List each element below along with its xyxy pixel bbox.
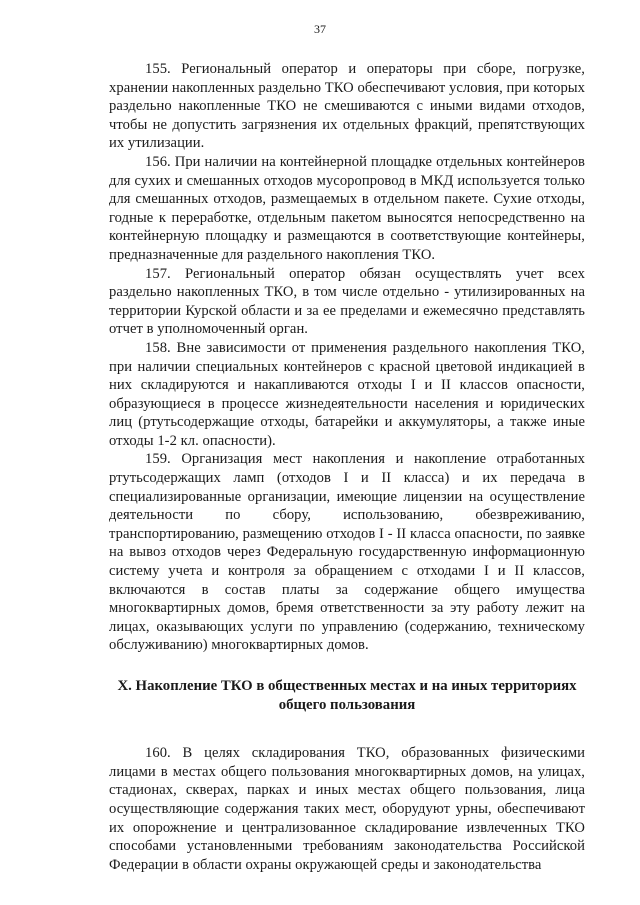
section-heading-line-2: общего пользования: [278, 696, 416, 713]
document-body: [109, 60, 585, 874]
section-heading: [109, 677, 585, 714]
paragraph-155: 155. Региональный оператор и операторы при сборе, погрузке, хранении накопленных раздельно ТКО обеспечивают условия, при которых раздельно накопленные ТКО не смешиваются с иными видами отходов, чтобы не допустить загрязнения их отдельных фракций, препятствующих их утилизации.: [109, 61, 585, 152]
paragraph-159: 159. Организация мест накопления и накопление отработанных ртутьсодержащих ламп (отходов I и II класса) и их передача в специализированные организации, имеющие лицензии на осуществление деятельности по сбору, использованию, обезвреживанию, транспортированию, размещению отходов I - II класса опасности, по заявке на вывоз отходов через Федеральную государственную информационную систему учета и контроля за обращением с отходами I и II классов, включаются в состав платы за содержание общего имущества многоквартирных домов, бремя ответственности за эту работу лежит на лицах, оказывающих услуги по управлению (содержанию, техническому обслуживанию) многоквартирных домов.: [109, 451, 585, 654]
paragraph-160: 160. В целях складирования ТКО, образованных физическими лицами в местах общего пользования многоквартирных домов, на улицах, стадионах, скверах, парках и иных местах общего пользования, лица осуществляющие содержания таких мест, оборудуют урны, обеспечивают их опорожнение и централизованное складирование извлеченных ТКО способами установленными требованиям законодательства Российской Федерации в области охраны окружающей среды и законодательства: [109, 745, 585, 873]
page-number: 37: [314, 22, 326, 36]
paragraph-158: 158. Вне зависимости от применения раздельного накопления ТКО, при наличии специальных контейнеров с красной цветовой индикацией в них складируются и накапливаются отходы I и II классов опасности, образующиеся в процессе жизнедеятельности населения и юридических лиц (ртутьсодержащие отходы, батарейки и аккумуляторы, а также иные отходы 1-2 кл. опасности).: [109, 339, 585, 449]
paragraph-157: 157. Региональный оператор обязан осуществлять учет всех раздельно накопленных ТКО, в том числе отдельно - утилизированных на территории Курской области и за ее пределами и ежемесячно представлять отчет в уполномоченный орган.: [109, 265, 585, 338]
section-heading-line-1: X. Накопление ТКО в общественных местах и на иных территориях: [117, 678, 577, 694]
paragraph-156: 156. При наличии на контейнерной площадке отдельных контейнеров для сухих и смешанных отходов мусоропровод в МКД используется только для смешанных отходов, размещаемых в отдельном пакете. Сухие отходы, годные к переработке, отдельным пакетом выносятся непосредственно на контейнерную площадку и размещаются в соответствующие контейнеры, предназначенные для раздельного накопления ТКО.: [109, 153, 585, 263]
